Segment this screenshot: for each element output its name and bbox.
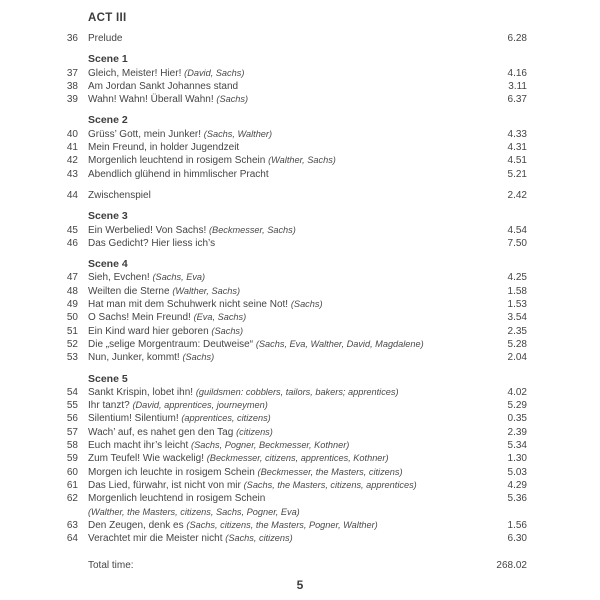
track-title-cell (88, 351, 508, 364)
track-title-cell (88, 128, 508, 141)
track-time: 0.35 (507, 413, 527, 425)
track-title: Verachtet mir die Meister nicht (88, 533, 223, 545)
track-row (53, 452, 527, 465)
track-time: 4.33 (507, 128, 527, 140)
track-section (53, 114, 527, 180)
track-performers: (Sachs) (182, 352, 215, 363)
track-time: 6.37 (507, 94, 527, 106)
track-number: 61 (66, 479, 78, 491)
track-time: 5.29 (507, 400, 527, 412)
track-time: 4.25 (507, 272, 527, 284)
track-title: Ein Werbelied! Von Sachs! (88, 224, 207, 236)
track-performers: (Beckmesser, Sachs) (209, 224, 296, 235)
track-title-cell (88, 168, 508, 181)
track-title-cell (88, 80, 508, 93)
track-title-cell (88, 479, 508, 492)
track-time: 1.53 (507, 299, 527, 311)
track-time: 1.58 (507, 285, 527, 297)
track-number: 58 (66, 440, 78, 452)
track-time: 5.21 (507, 168, 527, 180)
track-title-cell (88, 399, 508, 412)
track-row (53, 285, 527, 298)
track-performers: (Sachs) (216, 94, 249, 105)
track-title-cell (88, 439, 508, 452)
track-title: Den Zeugen, denk es (88, 519, 184, 531)
track-number: 53 (66, 352, 78, 364)
track-time: 7.50 (507, 237, 527, 249)
track-time: 3.11 (508, 80, 527, 92)
track-number: 50 (66, 312, 78, 324)
track-title: Morgenlich leuchtend in rosigem Schein (88, 155, 266, 167)
total-time-label: Total time: (88, 560, 134, 572)
track-title: Nun, Junker, kommt! (88, 352, 180, 364)
track-time: 4.02 (507, 386, 527, 398)
scene-header: Scene 4 (88, 258, 128, 271)
track-title: Euch macht ihr’s leicht (88, 440, 189, 452)
track-row (53, 338, 527, 351)
track-time: 1.56 (507, 519, 527, 531)
track-number: 63 (66, 519, 78, 531)
track-time: 6.30 (507, 533, 527, 545)
booklet-page (53, 8, 527, 573)
track-number: 48 (66, 285, 78, 297)
page-number: 5 (296, 578, 304, 592)
track-title-cell (88, 311, 508, 324)
track-time: 4.29 (507, 479, 527, 491)
track-row (53, 141, 527, 154)
track-time: 1.30 (507, 453, 527, 465)
track-time: 4.54 (507, 224, 527, 236)
track-title: Ihr tanzt? (88, 400, 130, 412)
track-row (53, 311, 527, 324)
track-time: 5.28 (507, 338, 527, 350)
track-number: 38 (66, 80, 78, 92)
scene-header: Scene 3 (88, 210, 128, 223)
track-title-cell (88, 141, 508, 154)
track-time: 4.16 (507, 67, 527, 79)
track-time: 4.31 (507, 142, 527, 154)
track-title: Ein Kind ward hier geboren (88, 325, 209, 337)
track-title-cell (88, 492, 508, 505)
track-section (53, 373, 527, 546)
track-performers: (apprentices, citizens) (181, 413, 271, 424)
track-title-cell (88, 338, 508, 351)
track-row (53, 479, 527, 492)
track-title: Sieh, Evchen! (88, 272, 150, 284)
track-title-cell (88, 452, 508, 465)
act-title: ACT III (88, 12, 127, 24)
track-performers: (Sachs, Walther) (203, 128, 273, 139)
track-title: Die „selige Morgentraum: Deutweise“ (88, 338, 254, 350)
track-performers: (Beckmesser, citizens, apprentices, Kothner) (206, 453, 389, 464)
track-section (53, 258, 527, 364)
track-title: Das Gedicht? Hier liess ich’s (88, 237, 216, 249)
track-number: 52 (66, 338, 78, 350)
track-performers: (Beckmesser, the Masters, citizens) (257, 466, 403, 477)
track-performers: (Sachs) (211, 325, 244, 336)
track-performers: (Sachs, Eva, Walther, David, Magdalene) (255, 338, 424, 349)
track-performers: (Sachs) (290, 299, 323, 310)
track-time: 5.03 (507, 466, 527, 478)
track-performers: (citizens) (236, 426, 273, 437)
track-section (53, 189, 527, 202)
track-performers: (David, apprentices, journeymen) (132, 400, 268, 411)
track-title: Morgen ich leuchte in rosigem Schein (88, 466, 255, 478)
track-title-cell (88, 298, 508, 311)
total-time-value: 268.02 (496, 560, 527, 572)
track-title-cell (88, 466, 508, 479)
track-title-cell (88, 32, 508, 45)
track-number: 55 (66, 400, 78, 412)
track-title-cell (88, 271, 508, 284)
track-performers: (Sachs, the Masters, citizens, apprentices) (243, 479, 417, 490)
track-section (53, 53, 527, 106)
track-row (53, 93, 527, 106)
track-sections (53, 32, 527, 545)
track-number: 62 (66, 493, 78, 505)
track-number: 40 (66, 128, 78, 140)
track-title: Wahn! Wahn! Überall Wahn! (88, 94, 214, 106)
track-title-cell (88, 325, 508, 338)
track-number: 36 (66, 33, 78, 44)
track-time: 5.36 (507, 493, 527, 505)
track-row (53, 426, 527, 439)
track-number: 41 (66, 142, 78, 154)
track-number: 56 (66, 413, 78, 425)
scene-header: Scene 2 (88, 114, 128, 127)
track-row (53, 519, 527, 532)
track-row (53, 128, 527, 141)
track-row (53, 298, 527, 311)
track-row (53, 439, 527, 452)
track-row (53, 399, 527, 412)
track-time: 2.42 (507, 189, 527, 201)
track-time: 5.34 (507, 440, 527, 452)
track-number: 39 (66, 94, 78, 106)
track-row (53, 224, 527, 237)
track-title: Am Jordan Sankt Johannes stand (88, 80, 239, 92)
track-row (53, 351, 527, 364)
track-row (53, 154, 527, 167)
track-number: 47 (66, 272, 78, 284)
total-time-row (53, 559, 527, 572)
track-number: 37 (66, 67, 78, 79)
track-section (53, 32, 527, 45)
track-title-cell (88, 285, 508, 298)
track-time: 2.04 (507, 352, 527, 364)
track-title-cell (88, 93, 508, 106)
track-row (53, 271, 527, 284)
track-title-cell (88, 412, 508, 425)
track-title: O Sachs! Mein Freund! (88, 312, 191, 324)
track-performers: (Sachs, citizens, the Masters, Pogner, Walther) (186, 519, 378, 530)
track-section (53, 210, 527, 250)
track-title: Hat man mit dem Schuhwerk nicht seine Not! (88, 299, 289, 311)
track-title-cell (88, 154, 508, 167)
track-number: 51 (66, 325, 78, 337)
track-row (53, 325, 527, 338)
track-row (53, 189, 527, 202)
track-row (53, 237, 527, 250)
track-time: 6.28 (507, 33, 527, 44)
track-title: Zum Teufel! Wie wackelig! (88, 453, 204, 465)
track-title-cell (88, 532, 508, 545)
track-number: 44 (66, 189, 78, 201)
track-title-cell (88, 426, 508, 439)
track-title-cell (88, 189, 508, 202)
track-title: Zwischenspiel (88, 189, 151, 201)
track-performers: (Eva, Sachs) (193, 312, 247, 323)
track-title: Prelude (88, 33, 123, 44)
track-performers-row (53, 506, 527, 519)
track-number: 59 (66, 453, 78, 465)
track-number: 57 (66, 426, 78, 438)
track-performers: (Sachs, Eva) (152, 272, 206, 283)
track-title: Das Lied, fürwahr, ist nicht von mir (88, 479, 241, 491)
track-title-cell (88, 67, 508, 80)
track-title: Wach’ auf, es nahet gen den Tag (88, 426, 234, 438)
track-number: 46 (66, 237, 78, 249)
track-performers: (Walther, Sachs) (268, 155, 336, 166)
scene-header: Scene 1 (88, 53, 128, 66)
track-title: Mein Freund, in holder Jugendzeit (88, 142, 240, 154)
track-number: 45 (66, 224, 78, 236)
track-number: 42 (66, 155, 78, 167)
track-row (53, 532, 527, 545)
track-row (53, 386, 527, 399)
track-performers: (David, Sachs) (184, 67, 245, 78)
track-title-cell (88, 519, 508, 532)
track-time: 3.54 (507, 312, 527, 324)
track-number: 60 (66, 466, 78, 478)
track-row (53, 168, 527, 181)
track-number: 64 (66, 533, 78, 545)
track-title: Sankt Krispin, lobet ihn! (88, 386, 194, 398)
track-title-cell (88, 386, 508, 399)
track-number: 54 (66, 386, 78, 398)
track-title: Weilten die Sterne (88, 285, 170, 297)
track-performers: (Walther, Sachs) (172, 285, 241, 296)
track-row (53, 67, 527, 80)
track-performers: (Walther, the Masters, citizens, Sachs, Pogner, Eva) (88, 506, 300, 517)
track-performers: (guildsmen: cobblers, tailors, bakers; apprentices) (195, 386, 399, 397)
track-title-cell (88, 237, 508, 250)
track-row (53, 412, 527, 425)
track-title-cell (88, 224, 508, 237)
track-time: 2.35 (507, 325, 527, 337)
track-title: Grüss’ Gott, mein Junker! (88, 128, 201, 140)
track-row (53, 32, 527, 45)
track-time: 2.39 (507, 426, 527, 438)
track-performers: (Sachs, citizens) (225, 533, 293, 544)
track-time: 4.51 (507, 155, 527, 167)
track-number: 49 (66, 299, 78, 311)
track-title: Silentium! Silentium! (88, 413, 179, 425)
track-title: Abendlich glühend in himmlischer Pracht (88, 168, 269, 180)
track-row (53, 80, 527, 93)
scene-header: Scene 5 (88, 372, 128, 385)
track-title: Gleich, Meister! Hier! (88, 67, 182, 79)
track-row (53, 466, 527, 479)
track-performers: (Sachs, Pogner, Beckmesser, Kothner) (191, 440, 350, 451)
track-title: Morgenlich leuchtend in rosigem Schein (88, 493, 266, 505)
track-performers-cell (88, 506, 527, 519)
track-row (53, 492, 527, 505)
track-number: 43 (66, 168, 78, 180)
